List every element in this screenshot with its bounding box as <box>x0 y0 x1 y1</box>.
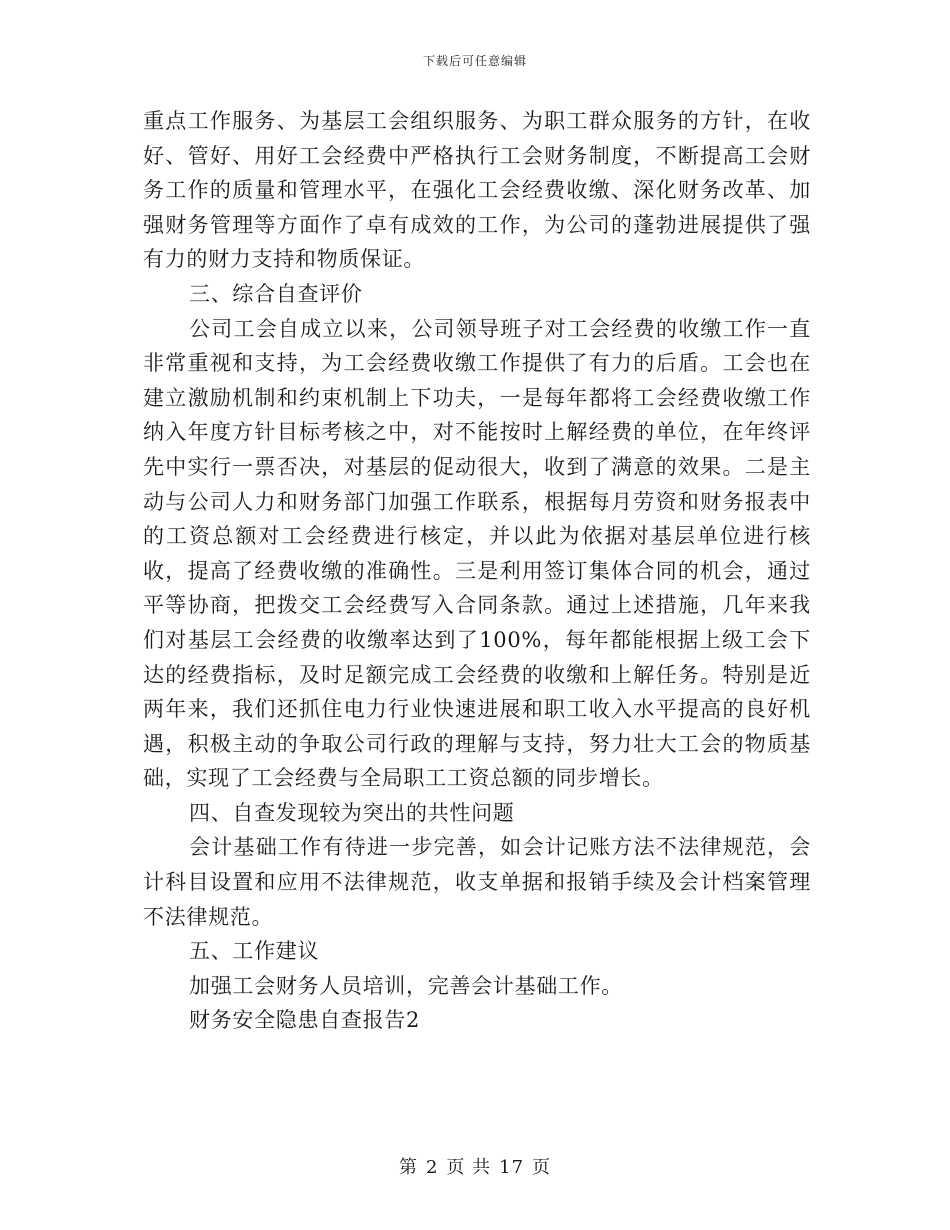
page-header: 下载后可任意编辑 <box>422 54 527 68</box>
footer-page-number: 2 <box>425 1157 439 1178</box>
section-heading-4: 四、自查发现较为突出的共性问题 <box>189 800 515 825</box>
paragraph-self-evaluation: 公司工会自成立以来，公司领导班子对工会经费的收缴工作一直非常重视和支持，为工会经费收缴工作提供了有力的后盾。工会也在建立激励机制和约束机制上下功夫，一是每年都将工会经费收缴工作纳入年度方针目标考核之中，对不能按时上解经费的单位，在年终评先中实行一票否决，对基层的促动很大，收到了满意的效果。二是主动与公司人力和财务部门加强工作联系，根据每月劳资和财务报表中的工资总额对工会经费进行核定，并以此为依据对基层单位进行核收，提高了经费收缴的准确性。三是利用签订集体合同的机会，通过平等协商，把拨交工会经费写入合同条款。通过上述措施，几年来我们对基层工会经费的收缴率达到了100%，每年都能根据上级工会下达的经费指标，及时足额完成工会经费的收缴和上解任务。特别是近两年来，我们还抓住电力行业快速进展和职工收入水平提高的良好机遇，积极主动的争取公司行政的理解与支持，努力壮大工会的物质基础，实现了工会经费与全局职工工资总额的同步增长。 <box>143 316 811 791</box>
footer-middle: 页 共 <box>446 1157 492 1178</box>
report-title-2: 财务安全隐患自查报告2 <box>189 1008 421 1033</box>
document-body <box>143 104 811 1038</box>
paragraph-common-issues: 会计基础工作有待进一步完善，如会计记账方法不法律规范，会计科目设置和应用不法律规范，收支单据和报销手续及会计档案管理不法律规范。 <box>143 835 811 929</box>
paragraph-suggestion: 加强工会财务人员培训，完善会计基础工作。 <box>189 973 623 998</box>
footer-total-pages: 17 <box>499 1157 525 1178</box>
section-heading-5: 五、工作建议 <box>189 939 320 964</box>
page-footer <box>0 1153 950 1179</box>
paragraph-continuation: 重点工作服务、为基层工会组织服务、为职工群众服务的方针，在收好、管好、用好工会经费中严格执行工会财务制度，不断提高工会财务工作的质量和管理水平，在强化工会经费收缴、深化财务改革、加强财务管理等方面作了卓有成效的工作，为公司的蓬勃进展提供了强有力的财力支持和物质保证。 <box>143 109 811 272</box>
footer-prefix: 第 <box>398 1157 418 1178</box>
footer-suffix: 页 <box>532 1157 552 1178</box>
section-heading-3: 三、综合自查评价 <box>189 281 363 306</box>
